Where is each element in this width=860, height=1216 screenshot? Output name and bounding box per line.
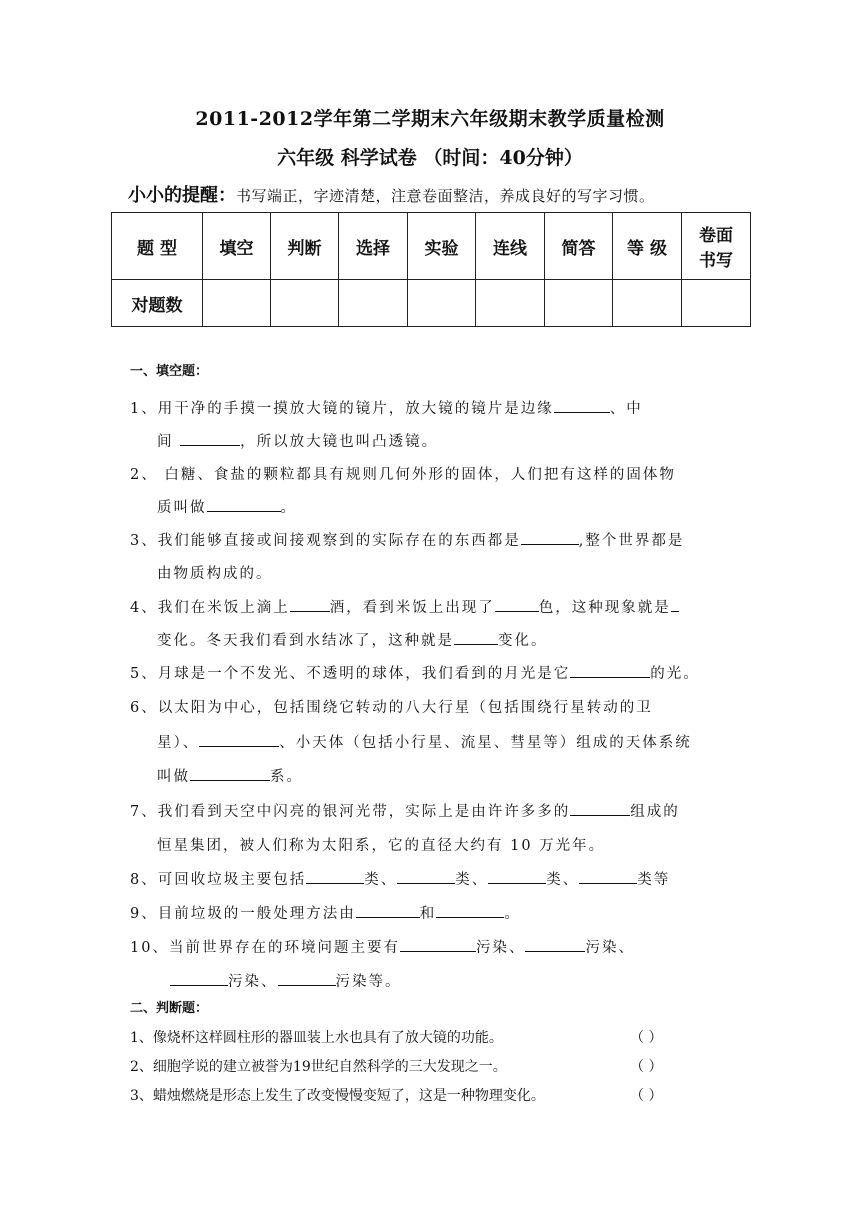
judge-item-2: 2、细胞学说的建立被誉为19世纪自然科学的三大发现之一。 — [130, 1059, 507, 1075]
answer-blank[interactable] — [278, 971, 336, 987]
answer-blank[interactable] — [488, 869, 546, 885]
answer-blank[interactable] — [356, 903, 420, 919]
score-table-col-experiment: 实验 — [408, 213, 476, 280]
judge-answer-bracket[interactable]: （ ） — [630, 1030, 663, 1046]
score-cell[interactable] — [203, 280, 271, 327]
score-table-count-row — [112, 280, 751, 327]
fill-q6-line3: 叫做 系。 — [157, 765, 757, 786]
handwriting-line2: 书写 — [699, 251, 733, 271]
handwriting-line1: 卷面 — [699, 226, 733, 246]
score-table-col-fill: 填空 — [203, 213, 271, 280]
score-table-col-choice: 选择 — [339, 213, 408, 280]
fill-q2-line2: 质叫做 。 — [157, 496, 757, 517]
answer-blank[interactable] — [454, 630, 498, 646]
exam-subtitle: 六年级 科学试卷 （时间：40分钟） — [277, 147, 583, 169]
score-table — [111, 212, 751, 327]
exam-title: 2011-2012学年第二学期末六年级期末教学质量检测 — [195, 108, 665, 130]
score-cell[interactable] — [545, 280, 613, 327]
answer-blank[interactable] — [579, 869, 637, 885]
score-cell[interactable] — [476, 280, 545, 327]
judge-item-1: 1、像烧杯这样圆柱形的器皿装上水也具有了放大镜的功能。 — [130, 1030, 503, 1046]
answer-blank[interactable] — [495, 597, 539, 613]
fill-q2-line1: 2、 白糖、食盐的颗粒都具有规则几何外形的固体，人们把有这样的固体物 — [130, 467, 676, 483]
fill-q8: 8、可回收垃圾主要包括 类、 类、 类、 类等 — [130, 868, 730, 889]
fill-q3-line2: 由物质构成的。 — [157, 566, 273, 582]
judge-section-heading: 二、判断题： — [130, 1001, 209, 1016]
score-table-col-short-answer: 简答 — [545, 213, 613, 280]
score-cell[interactable] — [613, 280, 682, 327]
score-cell[interactable] — [271, 280, 339, 327]
fill-q7-line1: 7、我们看到天空中闪亮的银河光带，实际上是由许许多多的 组成的 — [130, 800, 730, 821]
answer-blank[interactable] — [400, 937, 476, 953]
answer-blank[interactable] — [170, 971, 228, 987]
fill-q7-line2: 恒星集团，被人们称为太阳系，它的直径大约有 10 万光年。 — [157, 838, 606, 854]
answer-blank[interactable] — [521, 530, 579, 546]
answer-blank[interactable] — [199, 732, 279, 748]
answer-blank[interactable] — [397, 869, 455, 885]
answer-blank[interactable] — [180, 431, 240, 447]
answer-blank[interactable] — [436, 903, 504, 919]
fill-section-heading: 一、填空题： — [130, 364, 209, 379]
answer-blank[interactable] — [190, 766, 270, 782]
fill-q3-line1: 3、我们能够直接或间接观察到的实际存在的东西都是 ,整个世界都是 — [130, 529, 730, 550]
fill-q4-line2: 变化。冬天我们看到水结冰了，这种就是 变化。 — [157, 629, 757, 650]
fill-q5: 5、月球是一个不发光、不透明的球体，我们看到的月光是它 的光。 — [130, 662, 730, 683]
reminder-label: 小小的提醒： — [128, 185, 236, 206]
answer-blank[interactable] — [207, 497, 281, 513]
answer-blank[interactable] — [570, 801, 630, 817]
score-table-type-label: 题 型 — [112, 213, 203, 280]
answer-blank[interactable] — [570, 663, 650, 679]
fill-q1-line2: 间 ，所以放大镜也叫凸透镜。 — [157, 430, 757, 451]
score-cell[interactable] — [682, 280, 751, 327]
judge-answer-bracket[interactable]: （ ） — [630, 1059, 663, 1075]
reminder-line — [128, 181, 655, 207]
score-table-col-judge: 判断 — [271, 213, 339, 280]
fill-q1-line1: 1、用干净的手摸一摸放大镜的镜片，放大镜的镜片是边缘 、中 — [130, 397, 730, 418]
score-cell[interactable] — [408, 280, 476, 327]
score-cell[interactable] — [339, 280, 408, 327]
fill-q9: 9、目前垃圾的一般处理方法由 和 。 — [130, 902, 730, 923]
score-table-count-label: 对题数 — [112, 280, 203, 327]
fill-q10-line2: 污染、 污染等。 — [170, 970, 770, 991]
score-table-col-handwriting — [682, 213, 751, 280]
answer-blank[interactable] — [671, 597, 679, 613]
reminder-text: 书写端正，字迹清楚，注意卷面整洁，养成良好的写字习惯。 — [236, 187, 655, 205]
score-table-header-row — [112, 213, 751, 280]
score-table-col-matching: 连线 — [476, 213, 545, 280]
score-table-col-grade: 等 级 — [613, 213, 682, 280]
answer-blank[interactable] — [554, 398, 610, 414]
fill-q10-line1: 10、当前世界存在的环境问题主要有 污染、 污染、 — [130, 936, 730, 957]
fill-q4-line1: 4、我们在米饭上滴上 酒，看到米饭上出现了 色，这种现象就是 — [130, 596, 730, 617]
answer-blank[interactable] — [290, 597, 330, 613]
judge-answer-bracket[interactable]: （ ） — [630, 1088, 663, 1104]
answer-blank[interactable] — [306, 869, 364, 885]
fill-q6-line2: 星）、 、小天体（包括小行星、流星、彗星等）组成的天体系统 — [157, 731, 757, 752]
fill-q6-line1: 6、以太阳为中心，包括围绕它转动的八大行星（包括围绕行星转动的卫 — [130, 700, 653, 716]
answer-blank[interactable] — [525, 937, 585, 953]
judge-item-3: 3、蜡烛燃烧是形态上发生了改变慢慢变短了，这是一种物理变化。 — [130, 1088, 545, 1104]
